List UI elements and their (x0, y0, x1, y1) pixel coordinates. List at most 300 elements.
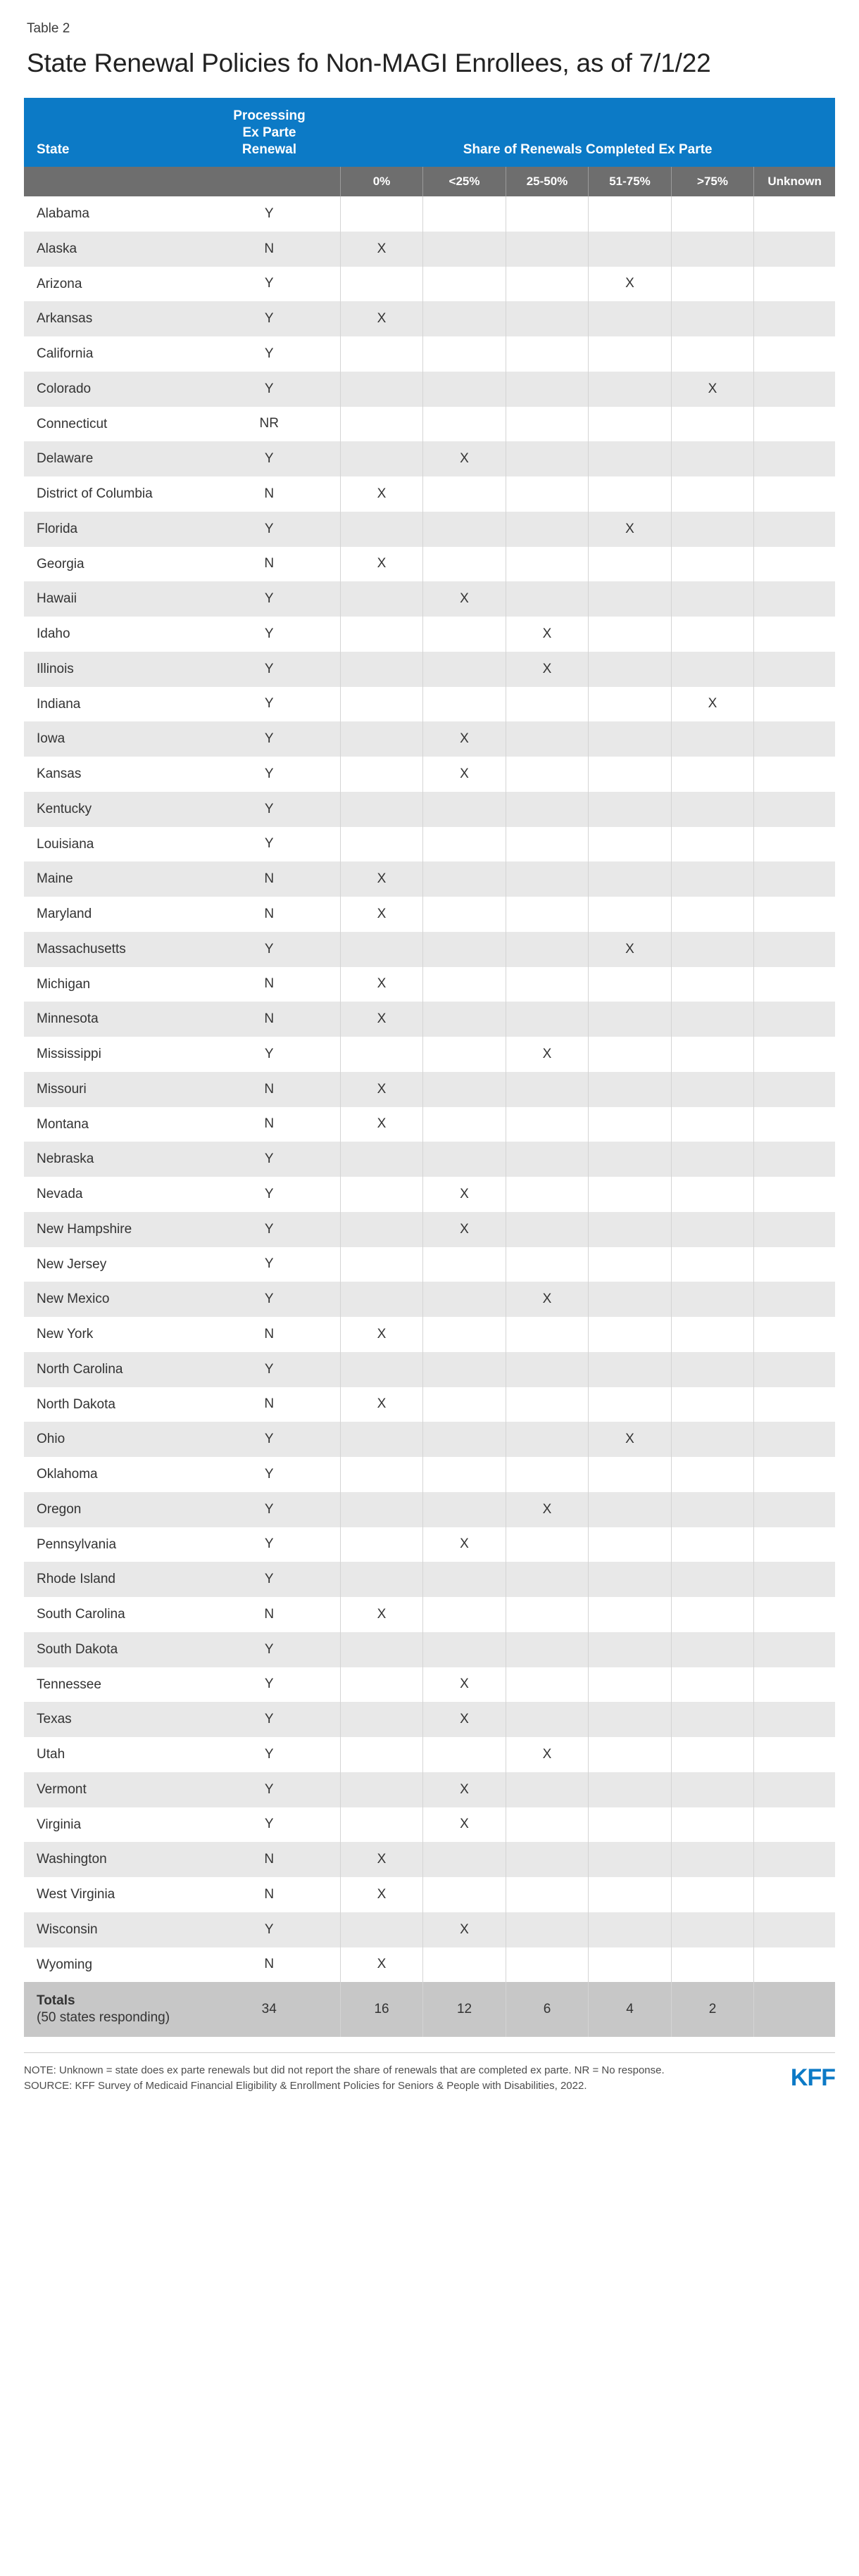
cell-processing-ex-parte: Y (199, 617, 341, 652)
cell-share-25-50 (506, 441, 589, 476)
footer-source: SOURCE: KFF Survey of Medicaid Financial Eligibility & Enrollment Policies for Seniors & People with Disabilities, 2022. (24, 2080, 587, 2092)
table-row (24, 1247, 835, 1282)
cell-share-lt25 (423, 1002, 506, 1037)
cell-state-name: Tennessee (24, 1667, 199, 1703)
cell-state-name: Hawaii (24, 581, 199, 617)
table-row (24, 1772, 835, 1807)
cell-share-gt75 (671, 1527, 754, 1562)
table-row (24, 687, 835, 722)
cell-share-gt75 (671, 1597, 754, 1632)
cell-share-25-50 (506, 1142, 589, 1177)
cell-share-unknown (754, 1527, 835, 1562)
header-bucket-51-75: 51-75% (589, 167, 672, 196)
cell-share-0 (340, 1177, 423, 1212)
cell-share-unknown (754, 1667, 835, 1703)
table-row (24, 1142, 835, 1177)
cell-share-51-75 (589, 792, 672, 827)
cell-share-25-50 (506, 336, 589, 372)
cell-processing-ex-parte: N (199, 1107, 341, 1142)
cell-share-gt75 (671, 441, 754, 476)
cell-share-gt75 (671, 827, 754, 862)
cell-share-25-50 (506, 301, 589, 336)
cell-share-0 (340, 1457, 423, 1492)
cell-share-51-75 (589, 372, 672, 407)
cell-processing-ex-parte: Y (199, 1352, 341, 1387)
table-row (24, 1807, 835, 1843)
cell-share-0 (340, 827, 423, 862)
cell-share-lt25: X (423, 1177, 506, 1212)
cell-share-0: X (340, 1877, 423, 1912)
cell-share-gt75 (671, 932, 754, 967)
cell-share-25-50 (506, 1877, 589, 1912)
cell-share-25-50: X (506, 1737, 589, 1772)
cell-share-lt25 (423, 1737, 506, 1772)
cell-share-51-75 (589, 1562, 672, 1597)
cell-share-gt75 (671, 1562, 754, 1597)
cell-totals-share-unknown (754, 1982, 835, 2037)
cell-share-51-75 (589, 407, 672, 442)
cell-processing-ex-parte: Y (199, 652, 341, 687)
cell-share-gt75 (671, 1912, 754, 1947)
cell-share-51-75 (589, 1737, 672, 1772)
cell-share-0: X (340, 1597, 423, 1632)
table-row (24, 336, 835, 372)
cell-share-0 (340, 441, 423, 476)
cell-state-name: New Hampshire (24, 1212, 199, 1247)
cell-share-lt25 (423, 1597, 506, 1632)
cell-share-unknown (754, 196, 835, 232)
cell-share-25-50: X (506, 1037, 589, 1072)
cell-share-51-75 (589, 617, 672, 652)
cell-state-name: South Carolina (24, 1597, 199, 1632)
cell-state-name: Rhode Island (24, 1562, 199, 1597)
cell-share-0: X (340, 1842, 423, 1877)
cell-share-gt75 (671, 1737, 754, 1772)
cell-share-0: X (340, 1387, 423, 1422)
cell-totals-share-gt75: 2 (671, 1982, 754, 2037)
cell-processing-ex-parte: N (199, 861, 341, 897)
cell-share-51-75: X (589, 512, 672, 547)
cell-processing-ex-parte: N (199, 1947, 341, 1983)
cell-share-lt25 (423, 897, 506, 932)
cell-share-unknown (754, 1842, 835, 1877)
table-row (24, 1177, 835, 1212)
cell-share-unknown (754, 372, 835, 407)
cell-share-51-75 (589, 1527, 672, 1562)
cell-share-0: X (340, 301, 423, 336)
cell-share-51-75: X (589, 1422, 672, 1457)
cell-share-unknown (754, 1212, 835, 1247)
cell-share-gt75 (671, 792, 754, 827)
cell-share-unknown (754, 1562, 835, 1597)
cell-share-25-50 (506, 372, 589, 407)
cell-share-unknown (754, 1807, 835, 1843)
kff-logo: KFF (790, 2064, 835, 2091)
cell-share-lt25: X (423, 1912, 506, 1947)
totals-row (24, 1982, 835, 2037)
cell-share-0 (340, 581, 423, 617)
cell-share-51-75 (589, 1912, 672, 1947)
cell-share-unknown (754, 1632, 835, 1667)
cell-share-0 (340, 1912, 423, 1947)
cell-share-0: X (340, 967, 423, 1002)
footer-note: NOTE: Unknown = state does ex parte renewals but did not report the share of renewals that are completed ex parte. NR = No response. (24, 2064, 665, 2076)
cell-share-lt25 (423, 301, 506, 336)
cell-share-0 (340, 721, 423, 757)
cell-state-name: Wyoming (24, 1947, 199, 1983)
cell-share-gt75 (671, 1807, 754, 1843)
cell-share-25-50: X (506, 1492, 589, 1527)
cell-share-25-50 (506, 1702, 589, 1737)
header-share-group: Share of Renewals Completed Ex Parte (340, 98, 835, 166)
cell-share-lt25 (423, 1562, 506, 1597)
cell-share-51-75 (589, 1037, 672, 1072)
cell-share-0 (340, 932, 423, 967)
cell-share-gt75 (671, 1667, 754, 1703)
cell-share-gt75 (671, 232, 754, 267)
cell-state-name: Texas (24, 1702, 199, 1737)
cell-share-gt75 (671, 547, 754, 582)
table-row (24, 1527, 835, 1562)
cell-share-gt75 (671, 1422, 754, 1457)
cell-share-25-50 (506, 1352, 589, 1387)
table-row (24, 1107, 835, 1142)
cell-share-25-50 (506, 792, 589, 827)
cell-totals-share-0: 16 (340, 1982, 423, 2037)
cell-share-0 (340, 652, 423, 687)
cell-processing-ex-parte: Y (199, 1632, 341, 1667)
cell-share-lt25 (423, 1457, 506, 1492)
cell-processing-ex-parte: Y (199, 196, 341, 232)
cell-processing-ex-parte: Y (199, 372, 341, 407)
cell-processing-ex-parte: N (199, 897, 341, 932)
cell-share-51-75 (589, 1107, 672, 1142)
cell-share-gt75 (671, 1002, 754, 1037)
cell-processing-ex-parte: Y (199, 757, 341, 792)
cell-share-51-75 (589, 1597, 672, 1632)
cell-share-gt75 (671, 1702, 754, 1737)
table-row (24, 372, 835, 407)
cell-share-lt25: X (423, 441, 506, 476)
cell-share-lt25 (423, 196, 506, 232)
table-row (24, 581, 835, 617)
cell-share-gt75 (671, 757, 754, 792)
cell-processing-ex-parte: Y (199, 687, 341, 722)
cell-share-unknown (754, 1247, 835, 1282)
cell-share-25-50 (506, 1912, 589, 1947)
cell-state-name: Montana (24, 1107, 199, 1142)
table-row (24, 1002, 835, 1037)
cell-share-25-50 (506, 512, 589, 547)
table-row (24, 897, 835, 932)
cell-processing-ex-parte: Y (199, 1912, 341, 1947)
cell-share-25-50 (506, 1002, 589, 1037)
table-footer (24, 2052, 835, 2095)
cell-share-gt75 (671, 267, 754, 302)
header-state: State (24, 98, 199, 166)
cell-state-name: District of Columbia (24, 476, 199, 512)
cell-share-unknown (754, 1702, 835, 1737)
table-row (24, 301, 835, 336)
cell-share-0 (340, 1037, 423, 1072)
cell-share-25-50 (506, 1387, 589, 1422)
table-row (24, 967, 835, 1002)
table-row (24, 1842, 835, 1877)
cell-processing-ex-parte: Y (199, 1422, 341, 1457)
table-row (24, 861, 835, 897)
cell-state-name: Ohio (24, 1422, 199, 1457)
cell-state-name: Nebraska (24, 1142, 199, 1177)
cell-share-unknown (754, 827, 835, 862)
cell-processing-ex-parte: Y (199, 1667, 341, 1703)
cell-share-lt25 (423, 1492, 506, 1527)
cell-share-51-75 (589, 1352, 672, 1387)
header-blank-state (24, 167, 199, 196)
table-row (24, 1352, 835, 1387)
cell-share-51-75 (589, 1212, 672, 1247)
cell-state-name: Alaska (24, 232, 199, 267)
cell-state-name: Virginia (24, 1807, 199, 1843)
cell-share-gt75 (671, 301, 754, 336)
cell-state-name: Georgia (24, 547, 199, 582)
cell-share-lt25 (423, 1072, 506, 1107)
cell-share-unknown (754, 512, 835, 547)
cell-state-name: Idaho (24, 617, 199, 652)
cell-share-51-75 (589, 1072, 672, 1107)
cell-share-51-75 (589, 441, 672, 476)
cell-share-0: X (340, 547, 423, 582)
header-bucket-gt75: >75% (671, 167, 754, 196)
cell-share-unknown (754, 407, 835, 442)
table-row (24, 721, 835, 757)
cell-share-lt25: X (423, 1807, 506, 1843)
state-renewal-policies-table (24, 98, 835, 2036)
table-container (24, 98, 835, 2036)
cell-share-lt25 (423, 1632, 506, 1667)
cell-state-name: North Dakota (24, 1387, 199, 1422)
cell-share-unknown (754, 721, 835, 757)
table-row (24, 1702, 835, 1737)
cell-share-lt25 (423, 547, 506, 582)
cell-share-gt75 (671, 1387, 754, 1422)
cell-share-51-75 (589, 1807, 672, 1843)
cell-share-lt25 (423, 1142, 506, 1177)
table-row (24, 1387, 835, 1422)
cell-share-unknown (754, 1492, 835, 1527)
cell-state-name: New York (24, 1317, 199, 1352)
cell-share-0 (340, 1807, 423, 1843)
cell-processing-ex-parte: Y (199, 827, 341, 862)
cell-share-gt75 (671, 967, 754, 1002)
cell-processing-ex-parte: Y (199, 581, 341, 617)
cell-share-0: X (340, 1072, 423, 1107)
cell-share-lt25 (423, 1107, 506, 1142)
cell-share-lt25 (423, 617, 506, 652)
cell-processing-ex-parte: Y (199, 1177, 341, 1212)
cell-processing-ex-parte: Y (199, 1737, 341, 1772)
cell-share-25-50 (506, 581, 589, 617)
cell-share-gt75 (671, 1842, 754, 1877)
cell-share-51-75 (589, 897, 672, 932)
cell-share-lt25 (423, 1317, 506, 1352)
cell-share-gt75 (671, 1352, 754, 1387)
cell-share-25-50 (506, 1527, 589, 1562)
cell-processing-ex-parte: N (199, 1072, 341, 1107)
cell-processing-ex-parte: Y (199, 721, 341, 757)
cell-share-unknown (754, 1317, 835, 1352)
table-row (24, 827, 835, 862)
cell-share-unknown (754, 232, 835, 267)
cell-share-unknown (754, 581, 835, 617)
cell-processing-ex-parte: N (199, 1387, 341, 1422)
cell-share-unknown (754, 267, 835, 302)
cell-share-lt25 (423, 1422, 506, 1457)
cell-share-gt75 (671, 1877, 754, 1912)
cell-share-25-50 (506, 196, 589, 232)
cell-processing-ex-parte: N (199, 1317, 341, 1352)
cell-processing-ex-parte: NR (199, 407, 341, 442)
cell-share-25-50 (506, 547, 589, 582)
cell-share-51-75: X (589, 932, 672, 967)
table-row (24, 1597, 835, 1632)
table-row (24, 512, 835, 547)
cell-share-51-75 (589, 1877, 672, 1912)
cell-share-lt25: X (423, 1667, 506, 1703)
cell-share-0 (340, 196, 423, 232)
cell-share-lt25 (423, 1947, 506, 1983)
table-row (24, 1877, 835, 1912)
cell-share-lt25 (423, 336, 506, 372)
cell-share-unknown (754, 1457, 835, 1492)
cell-share-25-50 (506, 1457, 589, 1492)
cell-share-lt25 (423, 1877, 506, 1912)
cell-share-gt75: X (671, 687, 754, 722)
cell-processing-ex-parte: N (199, 1842, 341, 1877)
cell-share-51-75 (589, 547, 672, 582)
cell-share-0 (340, 1142, 423, 1177)
cell-processing-ex-parte: N (199, 1002, 341, 1037)
cell-share-51-75 (589, 1842, 672, 1877)
cell-share-25-50 (506, 1107, 589, 1142)
cell-state-name: California (24, 336, 199, 372)
footer-notes (24, 2063, 665, 2095)
cell-processing-ex-parte: N (199, 232, 341, 267)
cell-share-gt75 (671, 336, 754, 372)
cell-share-unknown (754, 1912, 835, 1947)
header-bucket-25-50: 25-50% (506, 167, 589, 196)
cell-share-gt75 (671, 1492, 754, 1527)
cell-state-name: Minnesota (24, 1002, 199, 1037)
cell-share-51-75 (589, 1282, 672, 1317)
cell-share-51-75 (589, 1387, 672, 1422)
cell-share-unknown (754, 652, 835, 687)
cell-state-name: West Virginia (24, 1877, 199, 1912)
cell-state-name: Pennsylvania (24, 1527, 199, 1562)
cell-state-name: Florida (24, 512, 199, 547)
page-title: State Renewal Policies fo Non-MAGI Enrollees, as of 7/1/22 (27, 49, 711, 77)
cell-share-51-75 (589, 336, 672, 372)
cell-state-name: Illinois (24, 652, 199, 687)
cell-processing-ex-parte: Y (199, 1772, 341, 1807)
header-bucket-0: 0% (340, 167, 423, 196)
cell-processing-ex-parte: Y (199, 1142, 341, 1177)
cell-state-name: Kansas (24, 757, 199, 792)
cell-share-gt75 (671, 1107, 754, 1142)
cell-share-25-50 (506, 1667, 589, 1703)
cell-state-name: Oklahoma (24, 1457, 199, 1492)
cell-share-51-75 (589, 687, 672, 722)
cell-share-gt75 (671, 1142, 754, 1177)
cell-state-name: Kentucky (24, 792, 199, 827)
cell-state-name: Maine (24, 861, 199, 897)
cell-processing-ex-parte: Y (199, 792, 341, 827)
cell-share-gt75 (671, 1282, 754, 1317)
cell-share-0 (340, 1212, 423, 1247)
cell-share-51-75 (589, 757, 672, 792)
cell-share-51-75 (589, 1667, 672, 1703)
cell-share-25-50 (506, 1177, 589, 1212)
cell-share-25-50 (506, 1597, 589, 1632)
cell-share-unknown (754, 967, 835, 1002)
cell-share-0 (340, 1527, 423, 1562)
cell-share-gt75 (671, 861, 754, 897)
cell-share-0 (340, 1247, 423, 1282)
table-row (24, 1282, 835, 1317)
cell-share-unknown (754, 1737, 835, 1772)
cell-state-name: Maryland (24, 897, 199, 932)
table-row (24, 547, 835, 582)
cell-share-lt25 (423, 1247, 506, 1282)
cell-share-unknown (754, 1072, 835, 1107)
cell-share-25-50 (506, 757, 589, 792)
cell-processing-ex-parte: Y (199, 1457, 341, 1492)
table-row (24, 1737, 835, 1772)
header-blank-processing (199, 167, 341, 196)
cell-share-25-50 (506, 1212, 589, 1247)
cell-processing-ex-parte: N (199, 547, 341, 582)
cell-share-0 (340, 267, 423, 302)
cell-state-name: Arkansas (24, 301, 199, 336)
cell-share-unknown (754, 1037, 835, 1072)
cell-share-0 (340, 1667, 423, 1703)
cell-state-name: Missouri (24, 1072, 199, 1107)
cell-share-lt25 (423, 476, 506, 512)
cell-share-lt25 (423, 652, 506, 687)
cell-share-0 (340, 1422, 423, 1457)
table-row (24, 441, 835, 476)
table-row (24, 617, 835, 652)
cell-share-25-50 (506, 1807, 589, 1843)
cell-share-unknown (754, 336, 835, 372)
table-row (24, 652, 835, 687)
cell-share-lt25 (423, 827, 506, 862)
cell-share-0: X (340, 476, 423, 512)
table-row (24, 1632, 835, 1667)
cell-share-lt25 (423, 1282, 506, 1317)
cell-processing-ex-parte: N (199, 967, 341, 1002)
header-bucket-lt25: <25% (423, 167, 506, 196)
cell-share-lt25 (423, 512, 506, 547)
cell-share-25-50 (506, 1317, 589, 1352)
cell-share-unknown (754, 1142, 835, 1177)
cell-processing-ex-parte: Y (199, 441, 341, 476)
cell-processing-ex-parte: N (199, 476, 341, 512)
cell-state-name: Colorado (24, 372, 199, 407)
cell-processing-ex-parte: Y (199, 1247, 341, 1282)
cell-share-51-75 (589, 721, 672, 757)
table-row (24, 1422, 835, 1457)
cell-share-25-50: X (506, 652, 589, 687)
